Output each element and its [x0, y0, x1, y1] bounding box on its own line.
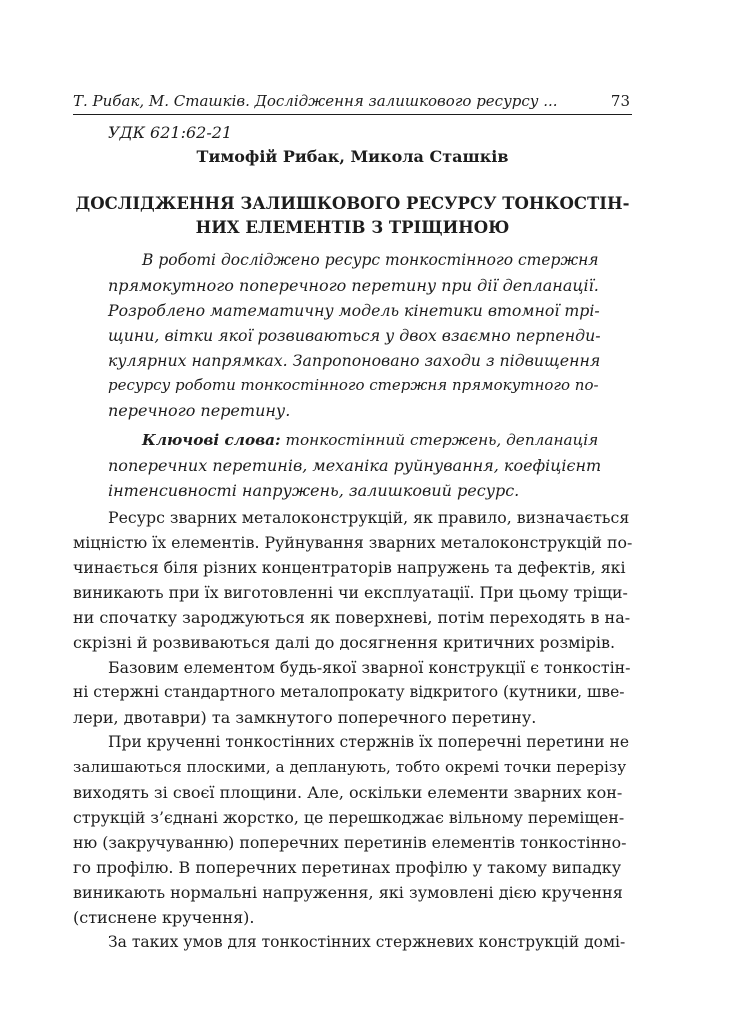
body-line: лери, двотаври) та замкнутого поперечного перетину. — [73, 708, 537, 727]
abstract-line: В роботі досліджено ресурс тонкостінного стержня — [142, 251, 599, 269]
page-number: 73 — [610, 92, 630, 110]
article-title — [73, 192, 632, 240]
keywords-text: тонкостінний стержень, депланація — [280, 431, 599, 449]
abstract-line: ресурсу роботи тонкостінного стержня прямокутного по- — [108, 376, 599, 394]
body-line: ни спочатку зароджуються як поверхневі, потім переходять в на- — [73, 608, 631, 627]
body-line: виникають при їх виготовленні чи експлуатації. При цьому тріщи- — [73, 583, 628, 602]
keywords-label: Ключові слова: — [142, 431, 281, 449]
body-line: При крученні тонкостінних стержнів їх поперечні перетини не — [108, 733, 630, 751]
body-line: го профілю. В поперечних перетинах профілю у такому випадку — [73, 858, 622, 877]
body-line: струкцій з’єднані жорстко, це перешкоджає вільному переміщен- — [73, 808, 625, 827]
keywords-line — [108, 428, 602, 453]
abstract-line: прямокутного поперечного перетину при дії депланації. — [108, 276, 599, 295]
abstract-line: Розроблено математичну модель кінетики втомної трі- — [108, 301, 600, 320]
abstract-line: кулярних напрямках. Запропоновано заходи з підвищення — [108, 351, 601, 370]
body-line: чинається біля різних концентраторів напружень та дефектів, які — [73, 558, 626, 577]
article-title-line: ДОСЛІДЖЕННЯ ЗАЛИШКОВОГО РЕСУРСУ ТОНКОСТІН- — [75, 194, 630, 213]
body-line: скрізні й розвиваються далі до досягнення критичних розмірів. — [73, 633, 616, 652]
body-paragraph — [73, 730, 632, 930]
body-line: ню (закручуванню) поперечних перетинів елементів тонкостінно- — [73, 833, 627, 852]
body-line: (стиснене кручення). — [73, 908, 255, 927]
body-line: Базовим елементом будь-якої зварної конструкції є тонкостін- — [108, 658, 631, 677]
udc-code: УДК 621:62-21 — [108, 123, 233, 142]
body-line: За таких умов для тонкостінних стержневих конструкцій домі- — [108, 933, 626, 951]
keywords-line: інтенсивності напружень, залишковий ресурс. — [108, 481, 520, 500]
running-header-title: Т. Рибак, М. Сташків. Дослідження залишкового ресурсу ... — [73, 92, 558, 110]
body-paragraph — [73, 930, 632, 955]
body-line: виходять зі своєї площини. Але, оскільки елементи зварних кон- — [73, 783, 623, 802]
body-line: ні стержні стандартного металопрокату відкритого (кутники, шве- — [73, 683, 625, 701]
body-line: Ресурс зварних металоконструкцій, як правило, визначається — [108, 508, 630, 527]
body-paragraph — [73, 505, 632, 655]
keywords-line: поперечних перетинів, механіка руйнування, коефіцієнт — [108, 456, 602, 475]
body-line: виникають нормальні напруження, які зумовлені дією кручення — [73, 883, 623, 902]
body-line: залишаються плоскими, а депланують, тобто окремі точки перерізу — [73, 758, 627, 776]
keywords — [108, 428, 602, 503]
article-body — [73, 505, 632, 955]
abstract-line: перечного перетину. — [108, 401, 291, 420]
abstract — [108, 248, 602, 423]
article-authors: Тимофій Рибак, Микола Сташків — [196, 147, 509, 166]
body-line: міцністю їх елементів. Руйнування зварних металоконструкцій по- — [73, 533, 633, 552]
running-header — [73, 90, 632, 115]
body-paragraph — [73, 655, 632, 730]
abstract-line: щини, вітки якої розвиваються у двох взаємно перпенди- — [108, 326, 601, 345]
article-title-line: НИХ ЕЛЕМЕНТІВ З ТРІЩИНОЮ — [195, 218, 510, 237]
